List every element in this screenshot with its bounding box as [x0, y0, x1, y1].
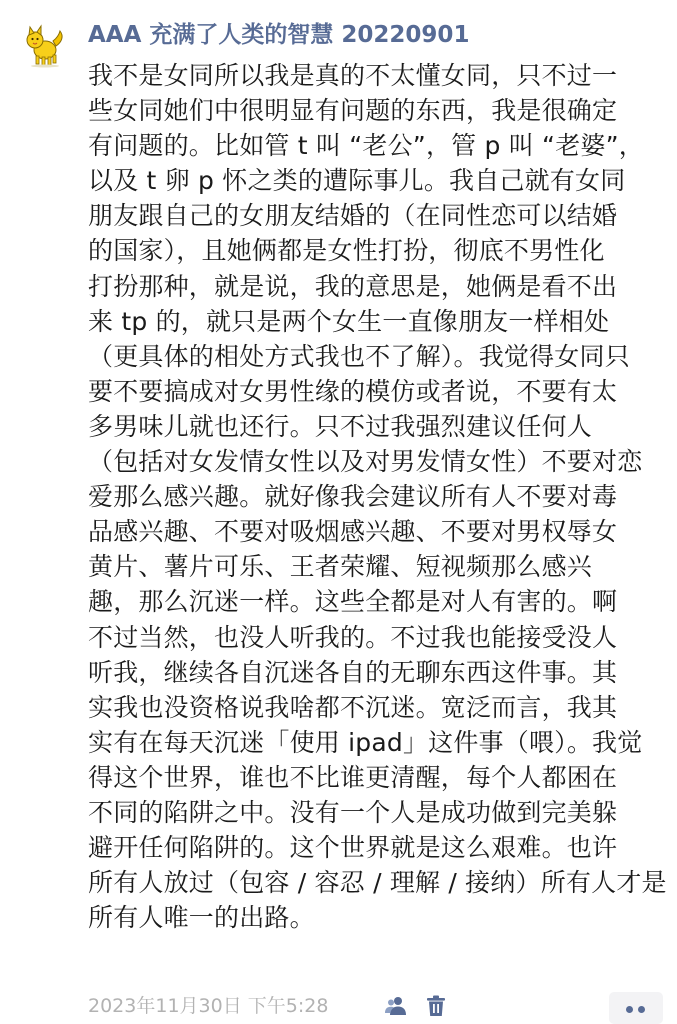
post-text-line: 多男味儿就也还行。只不过我强烈建议任何人 — [88, 411, 593, 441]
more-dots-icon[interactable] — [609, 992, 663, 1024]
visibility-users-icon[interactable] — [384, 994, 408, 1018]
more-dot — [638, 1006, 645, 1013]
post-text-line: 不过当然，也没人听我的。不过我也能接受没人 — [88, 622, 618, 652]
post-text-line: 趣，那么沉迷一样。这些全都是对人有害的。啊 — [88, 587, 618, 617]
post-text-line: 实我也没资格说我啥都不沉迷。宽泛而言，我其 — [88, 692, 618, 722]
post-text-line: 的国家），且她俩都是女性打扮，彻底不男性化 — [88, 236, 605, 266]
post-text-line: 所有人放过（包容 / 容忍 / 理解 / 接纳）所有人才是 — [88, 868, 667, 898]
post-text — [88, 58, 667, 935]
post-text-line: 以及 t 卵 p 怀之类的遭际事儿。我自己就有女同 — [88, 166, 626, 196]
more-dot — [626, 1006, 633, 1013]
post-text-line: 来 tp 的，就只是两个女生一直像朋友一样相处 — [88, 306, 610, 336]
post-footer — [88, 990, 663, 1022]
author-name[interactable]: AAA 充满了人类的智慧 20220901 — [88, 22, 470, 48]
post-text-line: 避开任何陷阱的。这个世界就是这么艰难。也许 — [88, 833, 618, 863]
trash-icon[interactable] — [424, 994, 448, 1018]
avatar[interactable] — [22, 22, 68, 68]
post-text-line: 黄片、薯片可乐、王者荣耀、短视频那么感兴 — [88, 552, 593, 582]
post-text-line: （包括对女发情女性以及对男发情女性）不要对恋 — [88, 447, 643, 477]
yellow-cat-icon — [22, 22, 68, 68]
post-text-line: 我不是女同所以我是真的不太懂女同，只不过一 — [88, 61, 618, 90]
post-text-line: 听我，继续各自沉迷各自的无聊东西这件事。其 — [88, 657, 618, 687]
post-text-line: 不同的陷阱之中。没有一个人是成功做到完美躲 — [88, 797, 618, 827]
post-text-line: 朋友跟自己的女朋友结婚的（在同性恋可以结婚 — [88, 201, 618, 231]
post-text-line: 所有人唯一的出路。 — [88, 903, 315, 933]
post-text-line: 得这个世界，谁也不比谁更清醒，每个人都困在 — [88, 762, 618, 792]
timestamp: 2023年11月30日 下午5:28 — [88, 995, 329, 1017]
post-text-line: 品感兴趣、不要对吸烟感兴趣、不要对男权辱女 — [88, 517, 618, 547]
post-text-line: （更具体的相处方式我也不了解）。我觉得女同只 — [88, 341, 630, 371]
post-text-line: 爱那么感兴趣。就好像我会建议所有人不要对毒 — [88, 482, 618, 512]
post-text-line: 要不要搞成对女男性缘的模仿或者说，不要有太 — [88, 376, 618, 406]
post-text-line: 些女同她们中很明显有问题的东西，我是很确定 — [88, 96, 618, 126]
post-text-line: 实有在每天沉迷「使用 ipad」这件事（喂）。我觉 — [88, 727, 643, 757]
post-text-line: 有问题的。比如管 t 叫 “老公”，管 p 叫 “老婆”， — [88, 131, 644, 161]
post-text-line: 打扮那种，就是说，我的意思是，她俩是看不出 — [88, 271, 618, 301]
